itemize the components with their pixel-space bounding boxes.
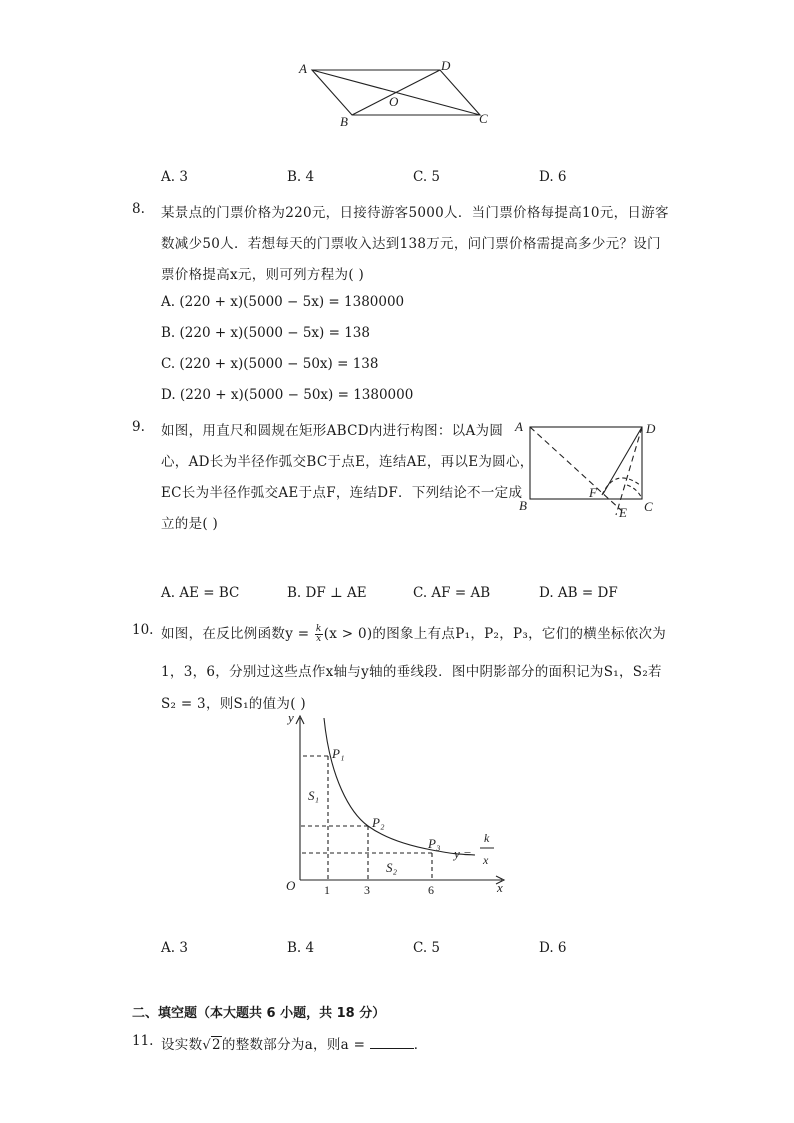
q7-option-c[interactable]: C. 5 <box>413 169 441 185</box>
rect-vertex-d-label: D <box>646 421 656 436</box>
q10-option-b[interactable]: B. 4 <box>287 940 315 956</box>
q8-stem-line-3: 票价格提高x元，则可列方程为( ) <box>161 267 365 283</box>
rect-vertex-e-label: E <box>619 505 627 520</box>
q9-option-a[interactable]: A. AE = BC <box>161 585 240 601</box>
graph-y-axis-label: y <box>288 710 294 725</box>
q8-option-b[interactable]: B. (220 + x)(5000 − 5x) = 138 <box>161 325 370 341</box>
q11-answer-blank[interactable] <box>370 1036 414 1049</box>
q9-stem-line-2: 心，AD长为半径作弧交BC于点E，连结AE，再以E为圆心， <box>161 454 534 470</box>
q7-option-b[interactable]: B. 4 <box>287 169 315 185</box>
q8-number: 8. <box>132 201 145 217</box>
graph-tick-1: 1 <box>324 883 330 897</box>
q8-option-c[interactable]: C. (220 + x)(5000 − 50x) = 138 <box>161 356 379 372</box>
q10-option-d[interactable]: D. 6 <box>539 940 567 956</box>
q8-option-d[interactable]: D. (220 + x)(5000 − 50x) = 1380000 <box>161 387 414 403</box>
q9-option-c[interactable]: C. AF = AB <box>413 585 491 601</box>
q11-text-pre: 设实数 <box>161 1037 203 1053</box>
graph-s1-label: S₁ <box>308 788 320 803</box>
graph-curve-label-denominator: x <box>483 853 489 867</box>
vertex-d-label: D <box>441 58 451 73</box>
vertex-b-label: B <box>340 114 348 129</box>
graph-tick-6: 6 <box>428 883 434 897</box>
rectangle-figure <box>510 415 670 525</box>
q10-number: 10. <box>132 622 154 638</box>
graph-tick-3: 3 <box>364 883 370 897</box>
q11-stem <box>161 1033 428 1053</box>
q10-stem-line-3: S₂ = 3，则S₁的值为( ) <box>161 696 306 712</box>
q11-text-post: ． <box>413 1037 428 1053</box>
q10-fraction-denominator: x <box>316 634 322 644</box>
q9-stem-line-4: 立的是( ) <box>161 516 219 532</box>
inverse-proportion-graph <box>280 708 520 898</box>
graph-p2-label: P₂ <box>372 815 385 830</box>
q11-radicand: 2 <box>212 1037 221 1053</box>
q10-fraction-numerator: k <box>315 624 322 634</box>
q10-stem-line-1 <box>161 622 666 644</box>
graph-x-axis-label: x <box>497 880 503 895</box>
q10-option-c[interactable]: C. 5 <box>413 940 441 956</box>
graph-origin-label: O <box>286 878 296 893</box>
q10-stem-line-2: 1，3，6，分别过这些点作x轴与y轴的垂线段．图中阴影部分的面积记为S₁，S₂若 <box>161 664 662 680</box>
rect-vertex-a-label: A <box>515 419 523 434</box>
q8-stem-line-2: 数减少50人．若想每天的门票收入达到138万元，问门票价格需提高多少元？设门 <box>161 236 661 252</box>
q7-option-d[interactable]: D. 6 <box>539 169 567 185</box>
rect-vertex-f-label: F <box>589 485 597 500</box>
q11-number: 11. <box>132 1033 154 1049</box>
rect-vertex-c-label: C <box>644 499 653 514</box>
q9-option-b[interactable]: B. DF ⊥ AE <box>287 585 367 601</box>
graph-curve-label: y = <box>454 846 472 861</box>
sqrt-symbol: √ <box>202 1038 211 1053</box>
vertex-o-label: O <box>389 94 399 109</box>
parallelogram-figure <box>290 55 500 135</box>
vertex-a-label: A <box>299 61 307 76</box>
q9-stem-line-1: 如图，用直尺和圆规在矩形ABCD内进行构图：以A为圆 <box>161 423 504 439</box>
q7-option-a[interactable]: A. 3 <box>161 169 188 185</box>
q9-number: 9. <box>132 419 145 435</box>
q11-text-mid: 的整数部分为a，则a = <box>221 1037 370 1053</box>
graph-curve-label-numerator: k <box>484 831 490 845</box>
q10-line1-pre: 如图，在反比例函数y = <box>161 626 314 642</box>
q9-stem-line-3: EC长为半径作弧交AE于点F，连结DF．下列结论不一定成 <box>161 485 523 501</box>
graph-s2-label: S₂ <box>386 860 398 875</box>
q10-option-a[interactable]: A. 3 <box>161 940 188 956</box>
q10-line1-fraction <box>315 625 323 644</box>
q8-stem-line-1: 某景点的门票价格为220元，日接待游客5000人．当门票价格每提高10元，日游客 <box>161 205 669 221</box>
graph-p1-label: P₁ <box>332 746 345 761</box>
q9-option-d[interactable]: D. AB = DF <box>539 585 618 601</box>
graph-p3-label: P₃ <box>428 836 441 851</box>
q10-line1-post: (x > 0)的图象上有点P₁，P₂，P₃，它们的横坐标依次为 <box>323 626 667 642</box>
q8-option-a[interactable]: A. (220 + x)(5000 − 5x) = 1380000 <box>161 294 405 310</box>
rect-vertex-b-label: B <box>519 498 527 513</box>
vertex-c-label: C <box>479 111 488 126</box>
section-title-fill-in: 二、填空题（本大题共 6 小题，共 18 分） <box>132 1006 386 1021</box>
